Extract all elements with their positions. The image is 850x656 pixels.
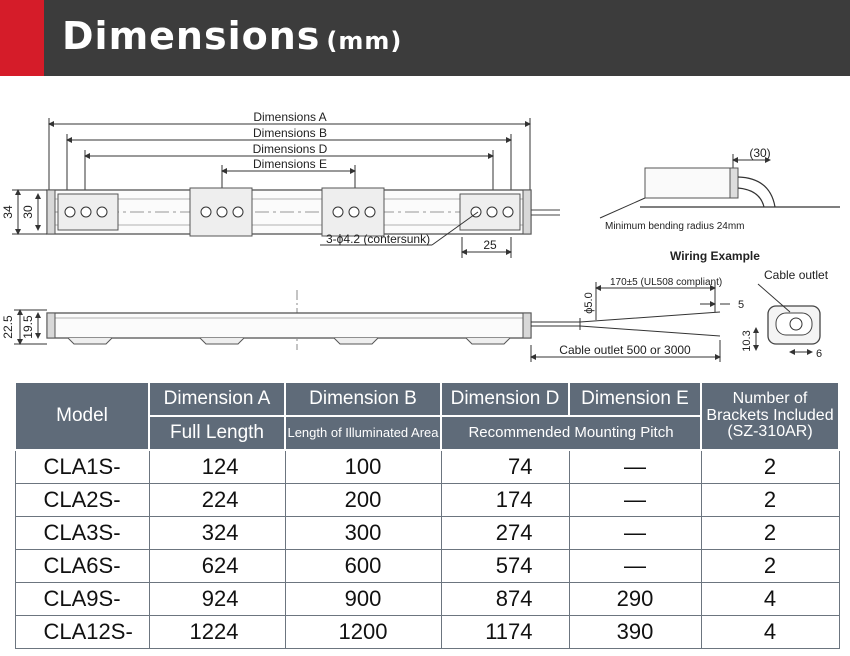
cell-brackets: 2	[701, 517, 839, 550]
bracket-3	[322, 188, 384, 236]
cell-model: CLA2S-	[15, 484, 149, 517]
table-row	[15, 484, 839, 517]
table-row	[15, 450, 839, 484]
cell-dimension-a: 324	[149, 517, 285, 550]
cell-dimension-a: 1224	[149, 616, 285, 649]
header-full-length: Full Length	[149, 416, 285, 450]
label-height-34: 34	[1, 205, 15, 219]
dimensions-table	[14, 381, 840, 649]
header-accent-bar	[0, 0, 44, 76]
table-row	[15, 583, 839, 616]
cell-dimension-e: —	[569, 517, 701, 550]
cell-model: CLA9S-	[15, 583, 149, 616]
label-25: 25	[483, 238, 497, 252]
bracket-2	[190, 188, 252, 236]
cell-dimension-e: 390	[569, 616, 701, 649]
label-dimension-a: Dimensions A	[253, 110, 327, 124]
table-row	[15, 616, 839, 649]
bracket-4	[460, 194, 520, 230]
bend-radius-note: Minimum bending radius 24mm	[605, 221, 745, 232]
table-row	[15, 517, 839, 550]
header-mounting-pitch: Recommended Mounting Pitch	[441, 416, 701, 450]
cell-dimension-a: 924	[149, 583, 285, 616]
header-model: Model	[15, 382, 149, 450]
cell-dimension-e: —	[569, 550, 701, 583]
label-dimension-d: Dimensions D	[252, 142, 328, 156]
cell-dimension-b: 600	[285, 550, 441, 583]
cell-model: CLA1S-	[15, 450, 149, 484]
cell-dimension-e: 290	[569, 583, 701, 616]
cell-dimension-b: 100	[285, 450, 441, 484]
cell-brackets: 2	[701, 550, 839, 583]
label-22-5: 22.5	[1, 315, 15, 339]
cell-model: CLA12S-	[15, 616, 149, 649]
cell-dimension-a: 124	[149, 450, 285, 484]
cell-brackets: 4	[701, 583, 839, 616]
header-dimension-e: Dimension E	[569, 382, 701, 416]
label-dimension-b: Dimensions B	[252, 126, 328, 140]
title-unit: (mm)	[326, 27, 403, 55]
table-row	[15, 550, 839, 583]
cell-dimension-d: 74	[441, 450, 569, 484]
cable-outlet-end-view	[756, 284, 820, 352]
header-dimension-b: Dimension B	[285, 382, 441, 416]
cell-dimension-a: 624	[149, 550, 285, 583]
label-6: 6	[816, 348, 823, 360]
cell-brackets: 2	[701, 450, 839, 484]
cell-dimension-b: 1200	[285, 616, 441, 649]
label-5: 5	[738, 299, 745, 311]
header-dimension-d: Dimension D	[441, 382, 569, 416]
cell-dimension-d: 174	[441, 484, 569, 517]
cell-dimension-d: 574	[441, 550, 569, 583]
light-bar-top-view	[47, 188, 560, 236]
header-dimension-a: Dimension A	[149, 382, 285, 416]
cable-outlet-label: Cable outlet	[764, 268, 829, 282]
label-height-30: 30	[21, 205, 35, 219]
label-30-paren: (30)	[749, 146, 771, 160]
label-19-5: 19.5	[21, 315, 35, 339]
bracket-1	[58, 194, 118, 230]
cable-length-note: 170±5 (UL508 compliant)	[610, 277, 723, 288]
cell-dimension-b: 900	[285, 583, 441, 616]
cell-brackets: 2	[701, 484, 839, 517]
light-bar-side-view	[47, 290, 720, 350]
cell-dimension-b: 300	[285, 517, 441, 550]
cell-dimension-a: 224	[149, 484, 285, 517]
header-brackets: Number of Brackets Included (SZ-310AR)	[701, 382, 839, 450]
wiring-example-drawing	[600, 154, 840, 218]
dimension-drawing	[0, 76, 850, 381]
label-10-3: 10.3	[741, 330, 753, 352]
cell-dimension-d: 274	[441, 517, 569, 550]
hole-note: 3-ϕ4.2 (contersunk)	[326, 232, 431, 246]
page-title	[62, 14, 402, 58]
header-illuminated-length: Length of Illuminated Area	[285, 416, 441, 450]
cell-dimension-e: —	[569, 484, 701, 517]
cell-dimension-b: 200	[285, 484, 441, 517]
label-dimension-e: Dimensions E	[252, 157, 328, 171]
label-diameter-5: ϕ5.0	[583, 292, 595, 314]
cell-model: CLA3S-	[15, 517, 149, 550]
cell-dimension-e: —	[569, 450, 701, 484]
title-text: Dimensions	[62, 14, 321, 58]
cable-outlet-length: Cable outlet 500 or 3000	[559, 343, 691, 357]
wiring-example-title: Wiring Example	[670, 249, 760, 263]
page-header	[0, 0, 850, 76]
cell-dimension-d: 1174	[441, 616, 569, 649]
cell-brackets: 4	[701, 616, 839, 649]
cell-dimension-d: 874	[441, 583, 569, 616]
cell-model: CLA6S-	[15, 550, 149, 583]
